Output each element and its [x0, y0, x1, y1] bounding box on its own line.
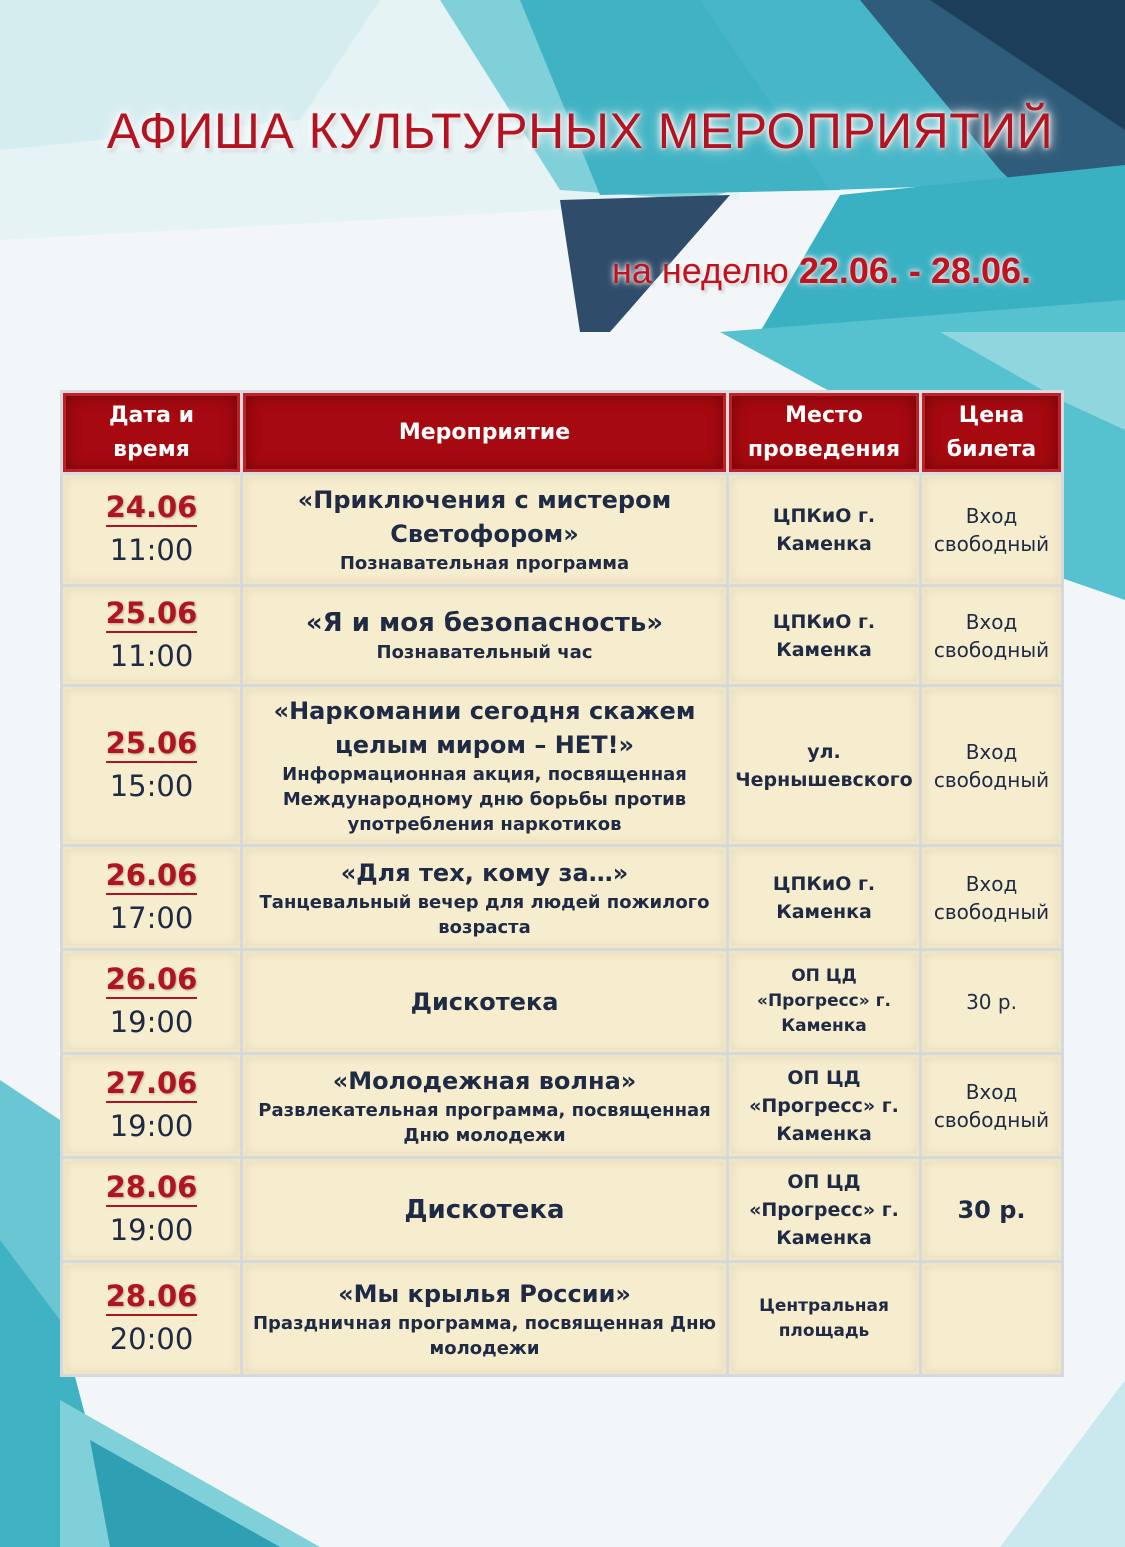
event-description: Информационная акция, посвященная Международному дню борьбы против употребления наркотиков — [282, 764, 687, 835]
event-cell — [242, 1158, 728, 1262]
table-row — [62, 1158, 1063, 1262]
place-cell: ЦПКиО г. Каменка — [728, 586, 921, 686]
price-cell: 30 р. — [921, 1158, 1063, 1262]
place-cell: ОП ЦД «Прогресс» г. Каменка — [728, 950, 921, 1054]
event-title: «Мы крылья России» — [338, 1279, 631, 1308]
date-cell — [62, 586, 242, 686]
subtitle-prefix: на неделю — [611, 250, 789, 291]
event-cell — [242, 586, 728, 686]
event-time: 19:00 — [109, 1108, 194, 1143]
event-date: 28.06 — [106, 1169, 198, 1207]
table-row — [62, 950, 1063, 1054]
event-title: «Молодежная волна» — [332, 1066, 637, 1095]
table-row — [62, 1262, 1063, 1376]
price-cell — [921, 1262, 1063, 1376]
event-cell — [242, 474, 728, 586]
event-time: 17:00 — [109, 900, 194, 935]
table-row — [62, 586, 1063, 686]
event-date: 24.06 — [106, 489, 198, 527]
event-date: 25.06 — [106, 725, 198, 763]
price-cell: 30 р. — [921, 950, 1063, 1054]
event-description: Праздничная программа, посвященная Дню молодежи — [252, 1312, 717, 1359]
event-description: Танцевальный вечер для людей пожилого возраста — [259, 891, 710, 938]
event-time: 11:00 — [109, 532, 194, 567]
date-cell — [62, 1158, 242, 1262]
date-cell — [62, 686, 242, 846]
price-cell: Вход свободный — [921, 1054, 1063, 1158]
event-title: «Для тех, кому за…» — [340, 858, 629, 887]
event-cell — [242, 846, 728, 950]
event-cell — [242, 950, 728, 1054]
place-cell: ул. Чернышевского — [728, 686, 921, 846]
page-title: АФИША КУЛЬТУРНЫХ МЕРОПРИЯТИЙ — [106, 103, 1054, 159]
price-cell: Вход свободный — [921, 474, 1063, 586]
event-date: 28.06 — [106, 1278, 198, 1316]
header-event: Мероприятие — [242, 392, 728, 474]
event-time: 15:00 — [109, 768, 194, 803]
event-time: 19:00 — [109, 1004, 194, 1039]
table-row — [62, 474, 1063, 586]
event-description: Познавательный час — [376, 642, 593, 663]
header-place: Место проведения — [728, 392, 921, 474]
event-title: «Наркомании сегодня скажем целым миром – НЕТ!» — [273, 697, 696, 759]
table-row — [62, 846, 1063, 950]
event-time: 19:00 — [109, 1212, 194, 1247]
event-time: 11:00 — [109, 638, 194, 673]
place-cell: ЦПКиО г. Каменка — [728, 846, 921, 950]
price-cell: Вход свободный — [921, 846, 1063, 950]
table-header-row — [62, 392, 1063, 474]
event-date: 27.06 — [106, 1065, 198, 1103]
date-cell — [62, 1054, 242, 1158]
event-date: 25.06 — [106, 595, 198, 633]
event-description: Развлекательная программа, посвященная Дню молодежи — [258, 1099, 711, 1146]
events-table — [60, 390, 1064, 1377]
event-time: 20:00 — [109, 1321, 194, 1356]
place-cell: ОП ЦД «Прогресс» г. Каменка — [728, 1158, 921, 1262]
place-cell: ОП ЦД «Прогресс» г. Каменка — [728, 1054, 921, 1158]
header-price: Цена билета — [921, 392, 1063, 474]
event-title: Дискотека — [410, 987, 559, 1016]
date-range: 22.06. - 28.06. — [798, 250, 1031, 291]
date-cell — [62, 950, 242, 1054]
header-date: Дата и время — [62, 392, 242, 474]
table-row — [62, 686, 1063, 846]
event-cell — [242, 1262, 728, 1376]
event-date: 26.06 — [106, 857, 198, 895]
price-cell: Вход свободный — [921, 686, 1063, 846]
date-cell — [62, 474, 242, 586]
place-cell: Центральная площадь — [728, 1262, 921, 1376]
event-cell — [242, 686, 728, 846]
event-date: 26.06 — [106, 961, 198, 999]
event-title: Дискотека — [404, 1194, 565, 1225]
date-cell — [62, 1262, 242, 1376]
place-cell: ЦПКиО г. Каменка — [728, 474, 921, 586]
table-row — [62, 1054, 1063, 1158]
event-title: «Приключения с мистером Светофором» — [297, 486, 672, 548]
event-cell — [242, 1054, 728, 1158]
event-description: Познавательная программа — [339, 553, 630, 574]
date-cell — [62, 846, 242, 950]
week-subtitle — [612, 250, 1031, 292]
price-cell: Вход свободный — [921, 586, 1063, 686]
event-title: «Я и моя безопасность» — [305, 608, 664, 638]
